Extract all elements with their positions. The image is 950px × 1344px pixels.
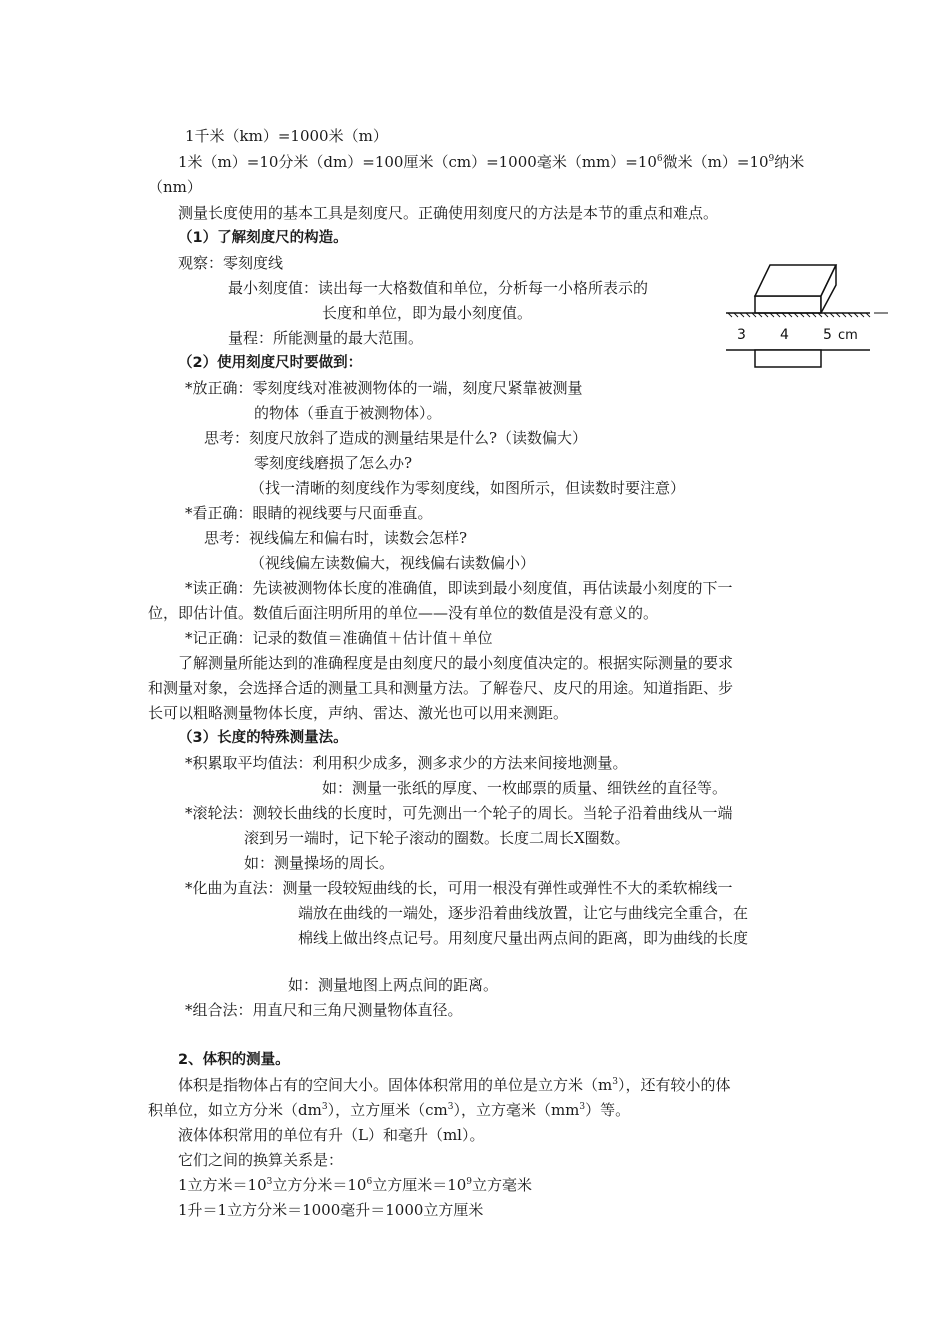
text-line: *放正确：零刻度线对准被测物体的一端，刻度尺紧靠被测量 [185, 379, 583, 397]
section-heading: 2、体积的测量。 [178, 1052, 290, 1068]
text-line: 最小刻度值：读出每一大格数值和单位，分析每一小格所表示的 [228, 279, 649, 297]
section-heading: （2）使用刻度尺时要做到： [178, 355, 363, 371]
section-heading: （3）长度的特殊测量法。 [178, 730, 348, 746]
text-line: 1米（m）=10分米（dm）=100厘米（cm）=1000毫米$(mm)=10^6$微米$(m)=10^9$纳米 [178, 153, 805, 171]
text-line: 积单位，如立方分米$(dm^3)$，立方厘米$(cm^3)$，立方毫米$(mm^3)$等。 [148, 1101, 631, 1119]
block-3d [755, 265, 836, 313]
text-line: 的物体（垂直于被测物体）。 [254, 404, 442, 422]
text-line: 长可以粗略测量物体长度，声纳、雷达、激光也可以用来测距。 [148, 704, 569, 722]
text-line: （找一清晰的刻度线作为零刻度线，如图所示，但读数时要注意） [250, 479, 686, 497]
text-line: *积累取平均值法：利用积少成多，测多求少的方法来间接地测量。 [185, 754, 628, 772]
text-line: *滚轮法：测较长曲线的长度时，可先测出一个轮子的周长。当轮子沿着曲线从一端 [185, 804, 733, 822]
unit-label: cm [838, 328, 858, 343]
text-line: 1立方米$=10^3$立方分米$=10^6$立方厘米$=10^9$立方毫米 [178, 1176, 533, 1194]
text-line: 1千米（km）=1000米（m） [185, 127, 388, 145]
text-line: *化曲为直法：测量一段较短曲线的长，可用一根没有弹性或弹性不大的柔软棉线一 [185, 879, 733, 897]
text-line: 观察：零刻度线 [178, 254, 284, 272]
text-line: 测量长度使用的基本工具是刻度尺。正确使用刻度尺的方法是本节的重点和难点。 [178, 204, 719, 222]
text-line: 1升＝1立方分米＝1000毫升＝1000立方厘米 [178, 1201, 484, 1219]
block-base [755, 350, 821, 367]
text-line: 体积是指物体占有的空间大小。固体体积常用的单位是立方米$(m^3)$，还有较小的体 [178, 1076, 731, 1094]
tick-label: 3 [737, 327, 746, 343]
text-line: 它们之间的换算关系是： [178, 1151, 344, 1169]
text-line: 滚到另一端时，记下轮子滚动的圈数。长度二周长X圈数。 [244, 829, 630, 847]
text-line: 棉线上做出终点记号。用刻度尺量出两点间的距离，即为曲线的长度 [298, 929, 749, 947]
text-line: 思考：刻度尺放斜了造成的测量结果是什么?（读数偏大） [204, 429, 588, 447]
ruler-measurement-figure [722, 252, 892, 372]
text-line: 零刻度线磨损了怎么办? [254, 454, 413, 472]
text-line: 量程：所能测量的最大范围。 [228, 329, 424, 347]
text-line: *记正确：记录的数值＝准确值＋估计值＋单位 [185, 629, 493, 647]
text-line: 如：测量地图上两点间的距离。 [288, 976, 499, 994]
text-line: 思考：视线偏左和偏右时，读数会怎样? [204, 529, 468, 547]
text-line: 位，即估计值。数值后面注明所用的单位——没有单位的数值是没有意义的。 [148, 604, 659, 622]
text-line: 端放在曲线的一端处，逐步沿着曲线放置，让它与曲线完全重合，在 [298, 904, 749, 922]
tick-label: 4 [780, 327, 789, 343]
text-line: （视线偏左读数偏大，视线偏右读数偏小） [250, 554, 536, 572]
text-line: （nm） [148, 178, 202, 196]
section-heading: （1）了解刻度尺的构造。 [178, 230, 348, 246]
text-line: *组合法：用直尺和三角尺测量物体直径。 [185, 1001, 463, 1019]
text-line: 液体体积常用的单位有升（L）和毫升（ml）。 [178, 1126, 485, 1144]
tick-label: 5 [823, 327, 832, 343]
text-line: 如：测量一张纸的厚度、一枚邮票的质量、细铁丝的直径等。 [322, 779, 728, 797]
text-line: 了解测量所能达到的准确程度是由刻度尺的最小刻度值决定的。根据实际测量的要求 [178, 654, 734, 672]
text-line: 和测量对象，会选择合适的测量工具和测量方法。了解卷尺、皮尺的用途。知道指距、步 [148, 679, 734, 697]
text-line: *看正确：眼睛的视线要与尺面垂直。 [185, 504, 433, 522]
text-line: 如：测量操场的周长。 [244, 854, 395, 872]
text-line: *读正确：先读被测物体长度的准确值，即读到最小刻度值，再估读最小刻度的下一 [185, 579, 733, 597]
text-line: 长度和单位，即为最小刻度值。 [322, 304, 533, 322]
